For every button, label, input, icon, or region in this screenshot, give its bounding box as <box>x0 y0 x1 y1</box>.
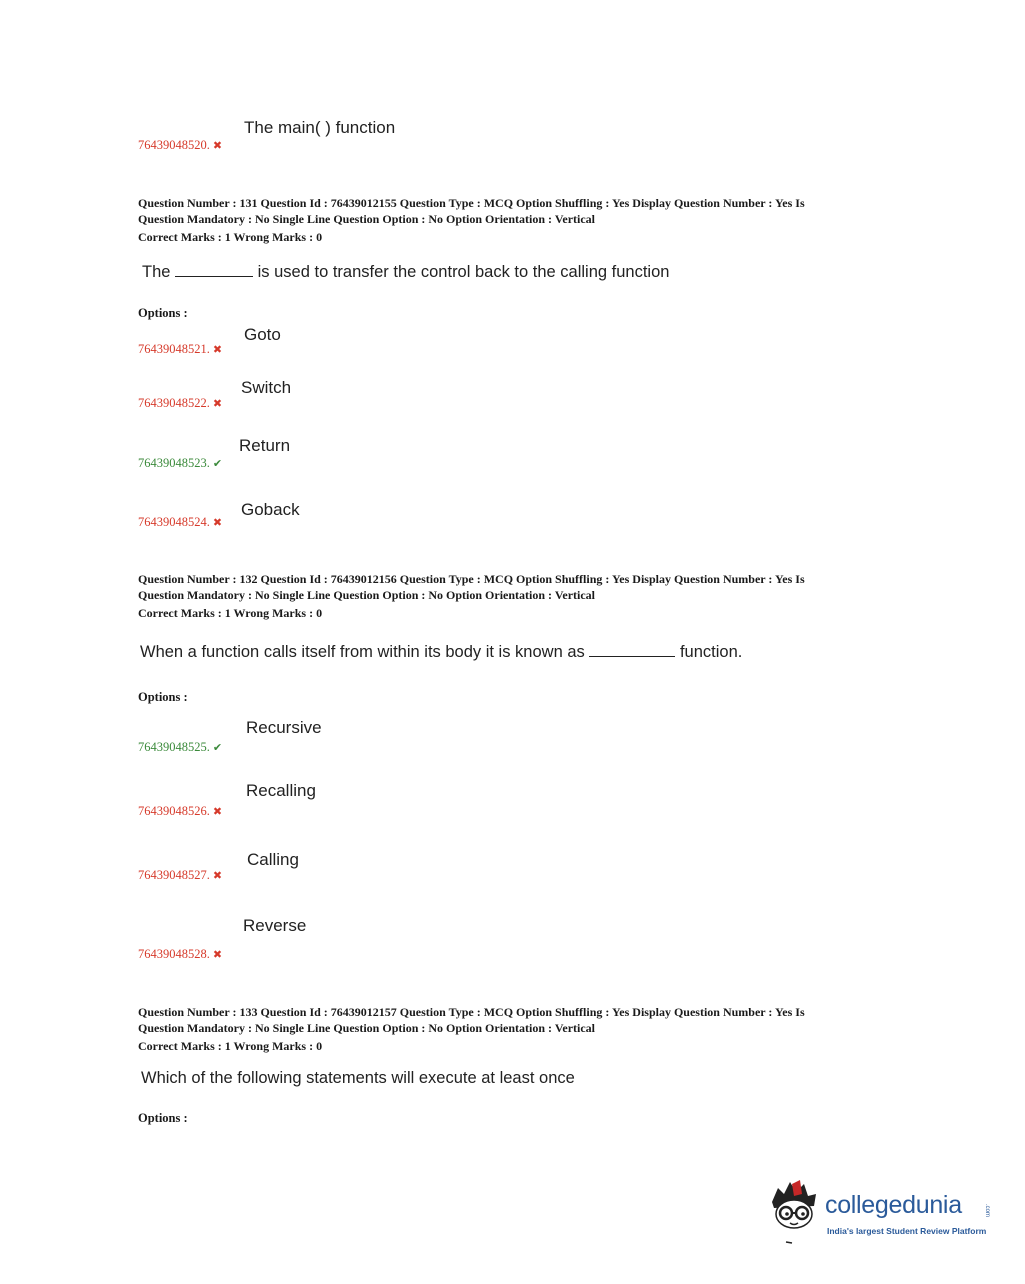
meta-line: Question Number : 132 Question Id : 76439012156 Question Type : MCQ Option Shuffling : Yes Display Question Number : Yes Is <box>138 572 805 586</box>
question-text <box>142 262 669 282</box>
option-id-number: 76439048524. <box>138 515 210 529</box>
option-id-number: 76439048526. <box>138 804 210 818</box>
option-id <box>138 947 222 962</box>
option-id <box>138 868 222 883</box>
question-text-end: function. <box>679 643 743 661</box>
option-id-number: 76439048523. <box>138 456 210 470</box>
marks-line: Correct Marks : 1 Wrong Marks : 0 <box>138 606 323 620</box>
option-id <box>138 396 222 411</box>
option-text: The main( ) function <box>244 118 396 137</box>
option-id <box>138 515 222 530</box>
check-icon: ✔ <box>212 742 223 754</box>
option-text: Goback <box>241 500 300 519</box>
cross-icon: ✖ <box>212 140 223 152</box>
cross-icon: ✖ <box>212 398 223 410</box>
option-id <box>138 456 222 471</box>
cross-icon: ✖ <box>212 870 223 882</box>
option-id-number: 76439048527. <box>138 868 210 882</box>
option-id <box>138 740 222 755</box>
option-text: Reverse <box>243 916 307 935</box>
cross-icon: ✖ <box>212 517 223 529</box>
cross-icon: ✖ <box>212 949 223 961</box>
option-id <box>138 138 222 153</box>
option-text: Calling <box>247 850 299 869</box>
meta-line: Question Number : 133 Question Id : 76439012157 Question Type : MCQ Option Shuffling : Yes Display Question Number : Yes Is <box>138 1005 805 1019</box>
option-text: Switch <box>241 378 292 397</box>
meta-line: Question Mandatory : No Single Line Question Option : No Option Orientation : Vertical <box>138 588 596 602</box>
option-text: Recalling <box>246 781 316 800</box>
meta-line: Question Mandatory : No Single Line Question Option : No Option Orientation : Vertical <box>138 1021 596 1035</box>
options-label: Options : <box>138 690 188 704</box>
question-text-end: is used to transfer the control back to the calling function <box>257 263 670 281</box>
meta-line: Question Mandatory : No Single Line Question Option : No Option Orientation : Vertical <box>138 212 596 226</box>
option-id-number: 76439048520. <box>138 138 210 152</box>
question-meta <box>138 195 898 245</box>
options-label: Options : <box>138 1111 188 1125</box>
option-id-number: 76439048521. <box>138 342 210 356</box>
logo-wordmark: collegedunia <box>825 1191 962 1219</box>
question-meta <box>138 1004 898 1054</box>
check-icon: ✔ <box>212 458 223 470</box>
option-id-number: 76439048525. <box>138 740 210 754</box>
logo-tagline: India's largest Student Review Platform <box>827 1226 987 1236</box>
marks-line: Correct Marks : 1 Wrong Marks : 0 <box>138 230 323 244</box>
fill-blank <box>589 642 675 657</box>
logo-domain: .com <box>984 1204 990 1218</box>
option-text: Return <box>239 436 291 455</box>
option-text: Recursive <box>246 718 322 737</box>
question-meta <box>138 571 898 621</box>
cross-icon: ✖ <box>212 806 223 818</box>
collegedunia-logo <box>766 1176 996 1246</box>
marks-line: Correct Marks : 1 Wrong Marks : 0 <box>138 1039 323 1053</box>
question-text <box>140 642 742 662</box>
option-id-number: 76439048522. <box>138 396 210 410</box>
question-text: Which of the following statements will execute at least once <box>141 1069 575 1087</box>
cross-icon: ✖ <box>212 344 223 356</box>
meta-line: Question Number : 131 Question Id : 76439012155 Question Type : MCQ Option Shuffling : Yes Display Question Number : Yes Is <box>138 196 805 210</box>
option-id <box>138 342 222 357</box>
option-id-number: 76439048528. <box>138 947 210 961</box>
fill-blank <box>175 262 253 277</box>
question-text-start: When a function calls itself from within its body it is known as <box>140 643 585 661</box>
option-id <box>138 804 222 819</box>
mascot-icon <box>766 1176 826 1246</box>
options-label: Options : <box>138 306 188 320</box>
question-text-start: The <box>142 263 171 281</box>
option-text: Goto <box>244 325 281 344</box>
